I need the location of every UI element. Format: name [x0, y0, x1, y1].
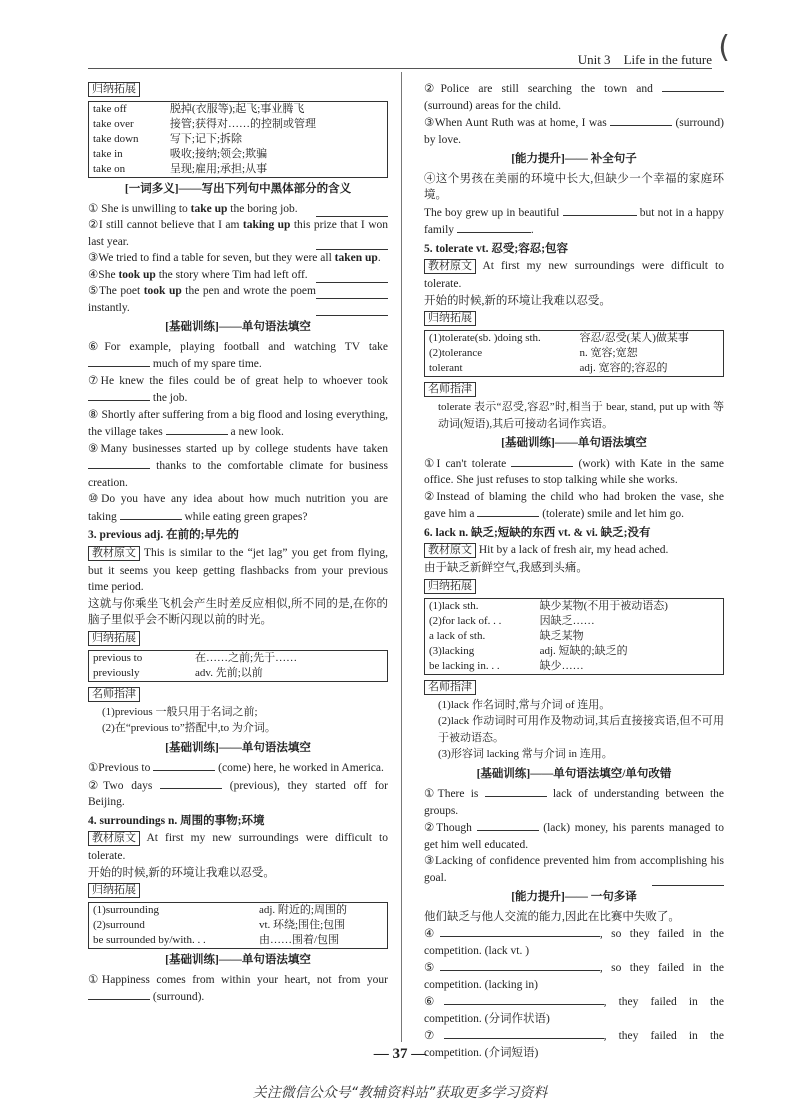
column-divider [401, 72, 402, 1042]
answer-blank[interactable] [444, 1027, 604, 1039]
item-text: thanks to the comfortable climate for business creation. [88, 460, 388, 489]
item-text: but not in a happy family [424, 206, 725, 236]
ability-prompt: ④这个男孩在美丽的环境中长大,但缺少一个幸福的家庭环境。 [424, 172, 724, 201]
item-text: ④She [88, 268, 119, 281]
answer-blank[interactable] [477, 505, 539, 517]
item-text: . [530, 224, 534, 236]
teacher-note: (2)在“previous to”搭配中,to 为介词。 [102, 722, 276, 734]
table-row [89, 903, 388, 919]
table-cell-term: (2)for lack of. . . [429, 614, 502, 627]
header-rule [88, 68, 712, 69]
summary-tag: 归纳拓展 [88, 883, 140, 898]
table-cell-meaning: vt. 环绕;围住;包围 [258, 919, 346, 931]
section-6-heading: 6. lack n. 缺乏;短缺的东西 vt. & vi. 缺乏;没有 [424, 526, 651, 539]
unit-label: Unit 3 [577, 52, 611, 67]
drill-list [424, 785, 724, 886]
teacher-note-tag: 名师指津 [424, 680, 476, 695]
item-text: the pen and wrote the poem instantly. [88, 285, 316, 314]
running-header [578, 52, 712, 68]
teacher-note: tolerate 表示“忍受,容忍”时,相当于 bear, stand, put up with 等动词(短语),其后可接动名词作宾语。 [438, 401, 724, 430]
table-cell-term: take in [93, 148, 123, 160]
item-text: (surround) by love. [424, 117, 725, 146]
original-text: This is similar to the “jet lag” you get from flying, but it seems you keep getting flashbacks from your previous time period. [88, 546, 388, 593]
table-cell-term: be surrounded by/with. . . [93, 934, 206, 946]
expansion-table [88, 650, 388, 682]
drill-list [88, 339, 388, 526]
expansion-table [88, 902, 388, 949]
item-text: a new look. [227, 426, 284, 438]
item-number: ⑤ [424, 962, 440, 974]
table-row [89, 102, 388, 118]
footer-note: 关注微信公众号“教辅资料站”获取更多学习资料 [252, 1085, 548, 1101]
teacher-note-tag: 名师指津 [424, 382, 476, 397]
table-cell-meaning: 容忍/忍受(某人)做某事 [579, 332, 689, 344]
item-text: ①Previous to [88, 762, 154, 774]
original-text-tag: 教材原文 [424, 543, 476, 558]
teacher-notes [88, 704, 388, 737]
table-cell-term: (1)surrounding [93, 904, 159, 916]
answer-blank[interactable] [485, 785, 547, 797]
item-text: , they failed in the competition. (分词作状语) [424, 996, 724, 1025]
teacher-note: (3)形容词 lacking 常与介词 in 连用。 [438, 748, 613, 760]
item-text: . [377, 252, 381, 264]
table-row [425, 644, 724, 659]
item-text: the job. [150, 392, 188, 404]
table-cell-term: take over [93, 118, 134, 130]
answer-blank[interactable] [316, 304, 388, 316]
drill-item [88, 441, 388, 492]
drill-title: [基础训练]——单句语法填空 [165, 954, 311, 966]
answer-blank[interactable] [610, 114, 672, 126]
table-cell-meaning: 缺少…… [539, 659, 584, 672]
drill-item [424, 80, 724, 114]
drill-item [424, 489, 724, 523]
table-cell-meaning: 呈现;雇用;承担;从事 [169, 163, 268, 175]
table-cell-meaning: 因缺乏…… [539, 614, 595, 627]
table-cell-term: (2)surround [93, 919, 145, 931]
drill-item [424, 853, 724, 886]
item-text: ③When Aunt Ruth was at home, I was [424, 117, 611, 129]
drill-item [88, 491, 388, 525]
translation-item [424, 959, 724, 993]
table-cell-meaning: 由……围着/包围 [258, 934, 340, 946]
drill-item [424, 785, 724, 819]
item-text: ⑦He knew the files could be of great help to whoever took [88, 374, 388, 387]
original-text-tag: 教材原文 [88, 546, 140, 561]
expansion-table [424, 330, 724, 377]
teacher-notes [424, 697, 724, 763]
table-cell-term: previous to [93, 651, 143, 664]
answer-blank[interactable] [316, 271, 388, 283]
table-cell-meaning: n. 宽容;宽恕 [579, 347, 638, 359]
answer-blank[interactable] [440, 959, 600, 971]
multi-item [88, 217, 388, 250]
item-text: ⑨Many businesses started up by college students have taken [88, 442, 388, 455]
item-text: ②Instead of blaming the child who had broken the vase, she gave him a [424, 490, 724, 520]
drill-title: [基础训练]——单句语法填空 [165, 321, 311, 333]
item-text: The boy grew up in beautiful [424, 206, 563, 219]
drill-item [88, 972, 388, 1006]
answer-blank[interactable] [160, 777, 222, 789]
item-text: , so they failed in the competition. (lack vt. ) [424, 928, 725, 957]
page-number: — 37 — [373, 1046, 427, 1062]
item-text: ①Happiness comes from within your heart, not from your [88, 973, 388, 986]
teacher-note-tag: 名师指津 [88, 687, 140, 702]
item-text: ②Two days [88, 779, 161, 792]
table-cell-meaning: adj. 短缺的;缺乏的 [539, 644, 628, 657]
item-text: , so they failed in the competition. (lacking in) [424, 962, 725, 991]
translation-item [424, 925, 724, 959]
table-row [89, 117, 388, 132]
table-cell-meaning: 在……之前;先于…… [195, 651, 298, 664]
bold-phrase: taken up [334, 252, 378, 264]
item-text: (surround) areas for the child. [424, 99, 561, 112]
item-text: while eating green grapes? [181, 510, 308, 523]
drill-title: [基础训练]——单句语法填空/单句改错 [476, 767, 672, 780]
original-text: At first my new surroundings were difficult to tolerate. [88, 832, 388, 862]
page-bracket: ( [718, 30, 730, 65]
table-cell-term: take down [93, 133, 139, 145]
answer-blank[interactable] [511, 455, 573, 467]
table-row [425, 598, 724, 614]
translation-item [424, 993, 724, 1027]
section-3-heading: 3. previous adj. 在前的;早先的 [88, 529, 239, 541]
table-row [425, 629, 724, 644]
unit-title: Life in the future [623, 52, 712, 67]
drill-list [88, 972, 388, 1006]
drill-item [424, 819, 724, 853]
answer-blank[interactable] [88, 355, 150, 367]
item-text: , they failed in the competition. (介词短语) [424, 1030, 724, 1059]
ability-title: [能力提升]—— 一句多译 [511, 891, 637, 903]
item-text: ①There is [424, 788, 485, 800]
item-text: ① She is unwilling to [88, 202, 191, 215]
drill-item [88, 777, 388, 811]
drill-title: [基础训练]——单句语法填空 [501, 437, 647, 449]
bold-phrase: take up [190, 202, 228, 215]
table-row [425, 614, 724, 629]
table-row [425, 331, 724, 347]
multi-meaning-list [88, 201, 388, 317]
table-cell-term: (2)tolerance [429, 347, 483, 359]
table-cell-term: a lack of sth. [429, 629, 486, 642]
item-text: ⑥For example, playing football and watching TV take [88, 340, 388, 353]
table-row [89, 132, 388, 147]
table-cell-meaning: 吸收;接纳;领会;欺骗 [169, 148, 268, 160]
drill-list [88, 759, 388, 811]
table-cell-term: (1)lack sth. [429, 599, 479, 612]
table-cell-term: (1)tolerate(sb. )doing sth. [429, 332, 541, 344]
summary-tag: 归纳拓展 [88, 631, 140, 646]
answer-blank[interactable] [88, 389, 150, 401]
table-cell-term: be lacking in. . . [429, 659, 500, 672]
item-text: (work) with Kate in the same office. She just refuses to stop talking while she works. [424, 457, 725, 486]
answer-blank[interactable] [153, 759, 215, 771]
original-text: Hit by a lack of fresh air, my head ached. [478, 544, 669, 556]
answer-blank[interactable] [652, 874, 724, 886]
item-text: (tolerate) smile and let him go. [539, 508, 684, 520]
drill-item [424, 455, 724, 489]
item-text: (come) here, he worked in America. [215, 762, 384, 774]
right-column [424, 80, 724, 1061]
item-text: (surround). [150, 991, 205, 1003]
item-text: lack of understanding between the groups. [424, 788, 725, 817]
table-cell-meaning: 脱掉(衣服等);起飞;事业腾飞 [169, 103, 305, 115]
teacher-note: (1)previous 一般只用于名词之前; [102, 705, 258, 718]
drill-item [88, 407, 388, 441]
item-text: much of my spare time. [150, 358, 262, 370]
translation: 开始的时候,新的环境让我难以忍受。 [424, 294, 611, 307]
table-cell-meaning: adj. 附近的;周围的 [258, 904, 347, 916]
item-text: ⑩Do you have any idea about how much nutrition you are taking [88, 493, 388, 523]
ability-title: [能力提升]—— 补全句子 [511, 153, 637, 165]
item-text: ③Lacking of confidence prevented him from accomplishing his goal. [424, 855, 724, 884]
answer-blank[interactable] [477, 819, 539, 831]
item-text: (lack) money, his parents managed to get him well educated. [424, 822, 724, 851]
item-number: ⑥ [424, 996, 444, 1008]
table-cell-meaning: 写下;记下;拆除 [169, 133, 243, 145]
item-text: ①I can't tolerate [424, 457, 512, 470]
answer-blank[interactable] [316, 287, 388, 299]
expansion-table [424, 598, 724, 675]
table-cell-term: take off [93, 103, 127, 115]
table-cell-meaning: 缺少某物(不用于被动语态) [539, 599, 668, 612]
answer-blank[interactable] [88, 988, 150, 1000]
item-number: ④ [424, 928, 440, 940]
table-row [89, 918, 388, 933]
answer-blank[interactable] [88, 457, 150, 469]
ability-prompt: 他们缺乏与他人交流的能力,因此在比赛中失败了。 [424, 910, 680, 923]
teacher-note: (2)lack 作动词时可用作及物动词,其后直接接宾语,但不可用于被动语态。 [438, 715, 724, 744]
translation: 由于缺乏新鲜空气,我感到头痛。 [424, 562, 588, 574]
answer-blank[interactable] [563, 204, 637, 216]
answer-blank[interactable] [662, 80, 724, 92]
drill-item [88, 339, 388, 373]
phrase-table [88, 101, 388, 178]
item-text: ②Though [424, 822, 477, 834]
item-text: ⑧ Shortly after suffering from a big flood and losing everything, the village takes [88, 408, 388, 438]
table-cell-term: take on [93, 163, 126, 175]
table-row [89, 933, 388, 949]
multi-item [88, 201, 388, 218]
drill-item [424, 114, 724, 148]
table-row [89, 650, 388, 666]
original-text-tag: 教材原文 [88, 831, 140, 846]
answer-blank[interactable] [440, 925, 600, 937]
table-row [89, 666, 388, 682]
item-text: the story where Tim had left off. [155, 268, 308, 281]
multi-item [88, 250, 388, 267]
answer-blank[interactable] [316, 238, 388, 250]
table-cell-term: (3)lacking [429, 644, 475, 657]
summary-tag: 归纳拓展 [424, 311, 476, 326]
ability-item [424, 204, 724, 239]
item-text: ③We tried to find a table for seven, but they were all [88, 252, 335, 264]
summary-tag: 归纳拓展 [88, 82, 140, 97]
drill-item [88, 373, 388, 407]
table-row [89, 162, 388, 178]
bold-phrase: took up [118, 268, 156, 281]
original-text-tag: 教材原文 [424, 259, 476, 274]
table-cell-meaning: 缺乏某物 [539, 629, 584, 642]
table-cell-meaning: 接管;获得对……的控制或管理 [169, 118, 316, 130]
answer-blank[interactable] [316, 205, 388, 217]
drill-list [424, 455, 724, 523]
table-row [425, 346, 724, 361]
section-4-heading: 4. surroundings n. 周围的事物;环境 [88, 814, 265, 827]
table-row [425, 361, 724, 377]
multi-meaning-title: [一词多义]——写出下列句中黑体部分的含义 [124, 183, 352, 195]
translation-list [424, 925, 724, 1061]
original-text: At first my new surroundings were difficult to tolerate. [424, 260, 724, 290]
table-cell-meaning: adv. 先前;以前 [195, 666, 263, 679]
bold-phrase: taking up [242, 219, 291, 231]
item-text: this prize that I won last year. [88, 219, 388, 248]
table-cell-term: previously [93, 666, 140, 679]
answer-blank[interactable] [457, 221, 531, 233]
item-text: ⑤The poet [88, 285, 144, 297]
table-row [425, 659, 724, 675]
item-text: ②I still cannot believe that I am [88, 219, 243, 231]
table-cell-meaning: adj. 宽容的;容忍的 [579, 362, 668, 374]
teacher-note: (1)lack 作名词时,常与介词 of 连用。 [438, 698, 611, 711]
section-5-heading: 5. tolerate vt. 忍受;容忍;包容 [424, 242, 569, 255]
item-number: ⑦ [424, 1030, 444, 1042]
bold-phrase: took up [143, 285, 182, 297]
drill-title: [基础训练]——单句语法填空 [165, 741, 311, 754]
drill-list [424, 80, 724, 148]
item-text: (previous), they started off for Beijing. [88, 779, 388, 808]
answer-blank[interactable] [166, 423, 228, 435]
summary-tag: 归纳拓展 [424, 579, 476, 594]
item-text: the boring job. [227, 202, 298, 215]
translation: 这就与你乘坐飞机会产生时差反应相似,所不同的是,在你的脑子里似乎会不断闪现以前的时光。 [88, 597, 388, 626]
answer-blank[interactable] [120, 508, 182, 520]
left-column [88, 80, 388, 1006]
translation: 开始的时候,新的环境让我难以忍受。 [88, 866, 275, 879]
drill-item [88, 759, 388, 777]
table-row [89, 147, 388, 162]
table-cell-term: tolerant [429, 362, 463, 374]
item-text: ②Police are still searching the town and [424, 83, 662, 95]
answer-blank[interactable] [444, 993, 604, 1005]
